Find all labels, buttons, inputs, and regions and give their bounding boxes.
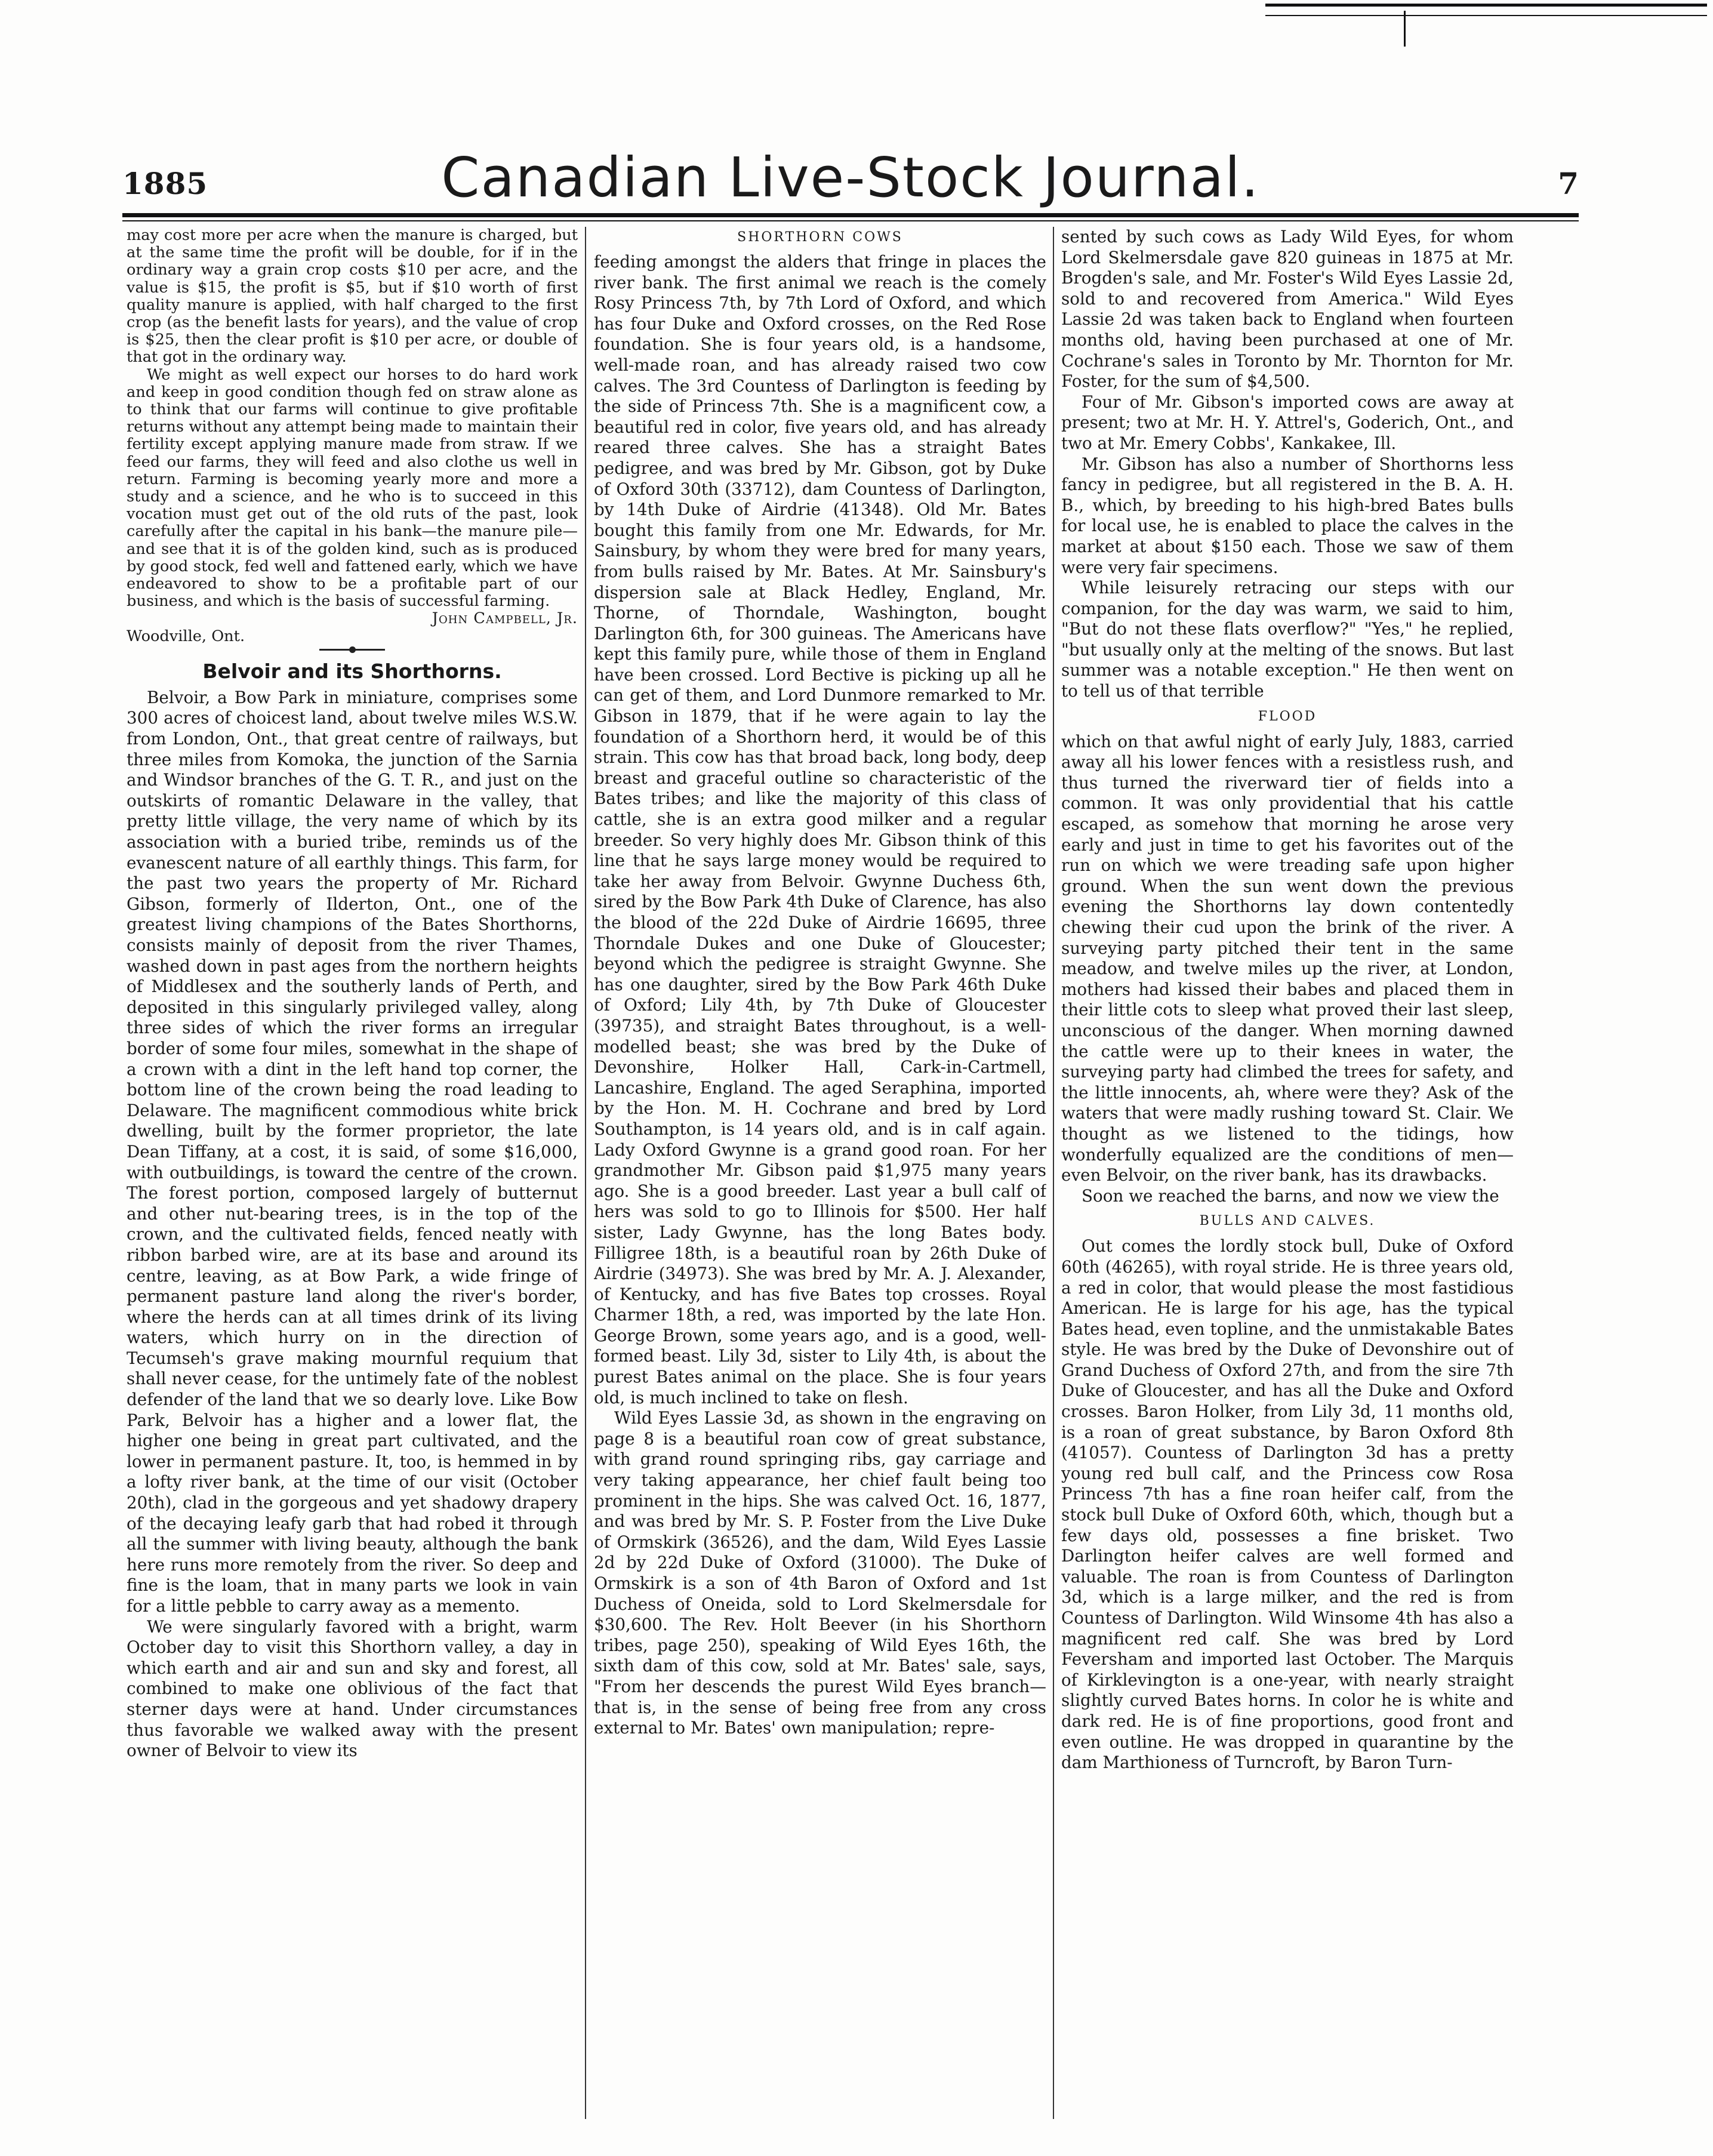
author-place: Woodville, Ont. (127, 627, 245, 645)
column-divider (585, 227, 586, 2119)
column-3 (1061, 227, 1514, 2119)
column-divider (1053, 227, 1054, 2119)
article-paragraph: We were singularly favored with a bright, warm October day to visit this Shorthorn valley, a day in which earth and air and sun and sky and forest, all combined to make one oblivious of the fact that sterner days were at hand. Under circumstances thus favorable we walked away with the present owner of Belvoir to view its (127, 1616, 578, 1761)
page-number: 7 (1558, 166, 1579, 201)
scan-tick-mark (1404, 11, 1406, 47)
article-divider (319, 649, 385, 651)
article-paragraph: While leisurely retracing our steps with our companion, for the day was warm, we said to him, "But do not these flats overflow?" "Yes," he replied, "but usually only at the melting of the snows. But last summer was a notable exception." He then went on to tell us of that terrible (1061, 578, 1514, 701)
article-paragraph: which on that awful night of early July, 1883, carried away all his lower fences with a resistless rush, and thus turned the riverward tier of fields into a common. It was only providential that his cattle escaped, as somehow that morning he arose very early and just in time to get his favorites out of the run on which we were treading safe upon higher ground. When the sun went down the previous evening the Shorthorns lay down contentedly chewing their cud upon the brink of the river. A surveying party pitched their tent in the same meadow, and twelve miles up the river, at London, mothers had kissed their babes and placed them in their little cots to sleep what proved their last sleep, unconscious of the danger. When morning dawned the cattle were up to their knees in water, the surveying party had climbed the trees for safety, and the little innocents, ah, where were they? Ask of the waters that were madly rushing toward St. Clair. We thought as we listened to the tidings, how wonderfully equalized are the conditions of men—even Belvoir, on the river bank, has its drawbacks. (1061, 731, 1514, 1185)
header-rule-thin (122, 220, 1579, 221)
author-signature: John Campbell, Jr. (432, 609, 578, 628)
article-paragraph: Mr. Gibson has also a number of Shorthorns less fancy in pedigree, but all registered in the B. A. H. B., which, by breeding to his high-bred Bates bulls for local use, he is enabled to place the calves in the market at about $150 each. Those we saw of them were very fair specimens. (1061, 454, 1514, 577)
article-paragraph: Out comes the lordly stock bull, Duke of Oxford 60th (46265), with royal stride. He is three years old, a red in color, that would please the most fastidious American. He is large for his age, has the typical Bates head, even topline, and the unmistakable Bates style. He was bred by the Duke of Devonshire out of Grand Duchess of Oxford 27th, and from the sire 7th Duke of Gloucester, and has all the Duke and Oxford crosses. Baron Holker, from Lily 3d, 11 months old, is a roan of great substance, by Baron Oxford 8th (41057). Countess of Darlington 3d has a pretty young red bull calf, and the Princess cow Rosa Princess 7th has a fine roan heifer calf, from the stock bull Duke of Oxford 60th, which, though but a few days old, possesses a fine brisket. Two Darlington heifer calves are well formed and valuable. The roan is from Countess of Darlington 3d, which is a large milker, and the red is from Countess of Darlington. Wild Winsome 4th has also a magnificent red calf. She was bred by Lord Feversham and imported last October. The Marquis of Kirklevington is a one-year, with nearly straight slightly curved Bates horns. In color he is white and dark red. He is of fine proportions, good front and even outline. He was dropped in quarantine by the dam Marthioness of Turncroft, by Baron Turn- (1061, 1236, 1514, 1773)
section-subhead: BULLS AND CALVES. (1199, 1213, 1376, 1229)
page-year: 1885 (122, 166, 208, 201)
column-2 (594, 227, 1046, 2119)
article-paragraph: feeding amongst the alders that fringe in places the river bank. The first animal we reach is the comely Rosy Princess 7th, by 7th Lord of Oxford, and which has four Duke and Oxford crosses, on the Red Rose foundation. She is four years old, is a handsome, well-made roan, and has already raised two cow calves. The 3rd Countess of Darlington is feeding by the side of Princess 7th. She is a magnificent cow, a beautiful red in color, five years old, and has already reared three calves. She has a straight Bates pedigree, and was bred by Mr. Gibson, got by Duke of Oxford 30th (33712), dam Countess of Darlington, by 14th Duke of Airdrie (41348). Old Mr. Bates bought this family from one Mr. Edwards, for Mr. Sainsbury, by whom they were bred for many years, from bulls raised by Mr. Bates. At Mr. Sainsbury's dispersion sale at Black Hedley, England, Mr. Thorne, of Thorndale, Washington, bought Darlington 6th, for 300 guineas. The Americans have kept this family pure, while those of them in England have been crossed. Lord Bective is picking up all he can get of them, and Lord Dunmore remarked to Mr. Gibson in 1879, that if he were again to lay the foundation of a Shorthorn herd, it would be of this strain. This cow has that broad back, long body, deep breast and graceful outline so characteristic of the Bates tribes; and like the majority of this class of cattle, she is an extra good milker and a regular breeder. So very highly does Mr. Gibson think of this line that he says large money would be required to take her away from Belvoir. Gwynne Duchess 6th, sired by the Bow Park 4th Duke of Clarence, has also the blood of the 22d Duke of Airdrie 16695, three Thorndale Dukes and one Duke of Gloucester; beyond which the pedigree is straight Gwynne. She has one daughter, sired by the Bow Park 46th Duke of Oxford; Lily 4th, by 7th Duke of Gloucester (39735), and straight Bates throughout, is a well-modelled beast; she was bred by the Duke of Devonshire, Holker Hall, Cark-in-Cartmell, Lancashire, England. The aged Seraphina, imported by the Hon. M. H. Cochrane and bred by Lord Southampton, is 14 years old, and is in calf again. Lady Oxford Gwynne is a grand good roan. For her grandmother Mr. Gibson paid $1,975 many years ago. She is a good breeder. Last year a bull calf of hers was sold to go to Illinois for $500. Her half sister, Lady Gwynne, has the long Bates body. Filligree 18th, is a beautiful roan by 26th Duke of Airdrie (34973). She was bred by Mr. A. J. Alexander, of Kentucky, and has five Bates top crosses. Royal Charmer 18th, a red, was imported by the late Hon. George Brown, some years ago, and is a good, well-formed beast. Lily 3d, sister to Lily 4th, is about the purest Bates animal on the place. She is four years old, is much inclined to take on flesh. (594, 252, 1046, 1407)
article-paragraph: Wild Eyes Lassie 3d, as shown in the engraving on page 8 is a beautiful roan cow of great substance, with grand round springing ribs, gay carriage and very taking appearance, her chief fault being too prominent in the hips. She was calved Oct. 16, 1877, and was bred by Mr. S. P. Foster from the Live Duke of Ormskirk (36526), and the dam, Wild Eyes Lassie 2d by 22d Duke of Oxford (31000). The Duke of Ormskirk is a son of 4th Baron of Oxford and 1st Duchess of Oneida, sold to Lord Skelmersdale for $30,600. The Rev. Holt Beever (in his Shorthorn tribes, page 250), speaking of Wild Eyes 16th, the sixth dam of this cow, sold at Mr. Bates' sale, says, "From her descends the purest Wild Eyes branch—that is, in the sense of being free from any cross external to Mr. Bates' own manipulation; repre- (594, 1408, 1046, 1738)
header-rule-thick (122, 213, 1579, 217)
article-paragraph: Four of Mr. Gibson's imported cows are away at present; two at Mr. H. Y. Attrel's, Goderich, Ont., and two at Mr. Emery Cobbs', Kankakee, Ill. (1061, 392, 1514, 453)
article-paragraph: Soon we reached the barns, and now we view the (1082, 1185, 1499, 1206)
previous-article-paragraph: We might as well expect our horses to do hard work and keep in good condition though fed on straw alone as to think that our farms will continue to give profitable returns without any attempt being made to maintain their fertility except applying manure made from straw. If we feed our farms, they will feed and also clothe us well in return. Farming is becoming yearly more and more a study and a science, and he who is to succeed in this vocation must get out of the old ruts of the past, look carefully after the capital in his bank—the manure pile—and see that it is of the golden kind, such as is produced by good stock, fed well and fattened early, which we have endeavored to show to be a profitable part of our business, and which is the basis of successful farming. (127, 365, 578, 611)
previous-article-ending: may cost more per acre when the manure is charged, but at the same time the profit will be double, for if in the ordinary way a grain crop costs $10 per acre, and the value is $15, the profit is $5, but if $10 worth of first quality manure is applied, with half charged to the first crop (as the benefit lasts for years), and the value of crop is $25, then the clear profit is $10 per acre, or double of that got in the ordinary way. (127, 227, 578, 366)
article-paragraph: sented by such cows as Lady Wild Eyes, for whom Lord Skelmersdale gave 820 guineas in 1875 at Mr. Brogden's sale, and Mr. Foster's Wild Eyes Lassie 2d, sold to and recovered from America." Wild Eyes Lassie 2d was taken back to England when fourteen months old, having been purchased at one of Mr. Cochrane's sales in Toronto by Mr. Thornton for Mr. Foster, for the sum of $4,500. (1061, 227, 1514, 392)
masthead-title: Canadian Live-Stock Journal. (441, 146, 1260, 210)
section-subhead: FLOOD (1258, 709, 1317, 724)
scan-edge-mark (1265, 4, 1707, 16)
masthead-bar (122, 142, 1579, 214)
article-paragraph: Belvoir, a Bow Park in miniature, comprises some 300 acres of choicest land, about twelve miles W.S.W. from London, Ont., that great centre of railways, but three miles from Komoka, the junction of the Sarnia and Windsor branches of the G. T. R., and just on the outskirts of romantic Delaware in the valley, that pretty little village, the very name of which by its association with a buried tribe, reminds us of the evanescent nature of all earthly things. This farm, for the past two years the property of Mr. Richard Gibson, formerly of Ilderton, Ont., one of the greatest living champions of the Bates Shorthorns, consists mainly of deposit from the river Thames, washed down in past ages from the northern heights of Middlesex and the southerly lands of Perth, and deposited in this singularly privileged valley, along three sides of which the river forms an irregular border of some four miles, somewhat in the shape of a crown with a dint in the left hand top corner, the bottom line of the crown being the road leading to Delaware. The magnificent commodious white brick dwelling, built by the former proprietor, the late Dean Tiffany, at a cost, it is said, of some $16,000, with outbuildings, is toward the centre of the crown. The forest portion, composed largely of butternut and other nut-bearing trees, is in the top of the crown, and the cultivated fields, fenced neatly with ribbon barbed wire, are at its base and around its centre, leaving, as at Bow Park, a wide fringe of permanent pasture land along the river's border, where the herds can at all times drink of its living waters, which hurry on in the direction of Tecumseh's grave making mournful requium that shall never cease, for the untimely fate of the noblest defender of the land that we so dearly love. Like Bow Park, Belvoir has a higher and a lower flat, the higher one being in great part cultivated, and the lower in permanent pasture. It, too, is hemmed in by a lofty river bank, at the time of our visit (October 20th), clad in the gorgeous and yet shadowy drapery of the decaying leafy garb that had robed it through all the summer with living beauty, although the bank here runs more remotely from the river. So deep and fine is the loam, that in many parts we look in vain for a little pebble to carry away as a memento. (127, 687, 578, 1616)
article-title: Belvoir and its Shorthorns. (202, 659, 502, 683)
column-1 (127, 227, 578, 2119)
running-head: SHORTHORN COWS (737, 230, 903, 245)
